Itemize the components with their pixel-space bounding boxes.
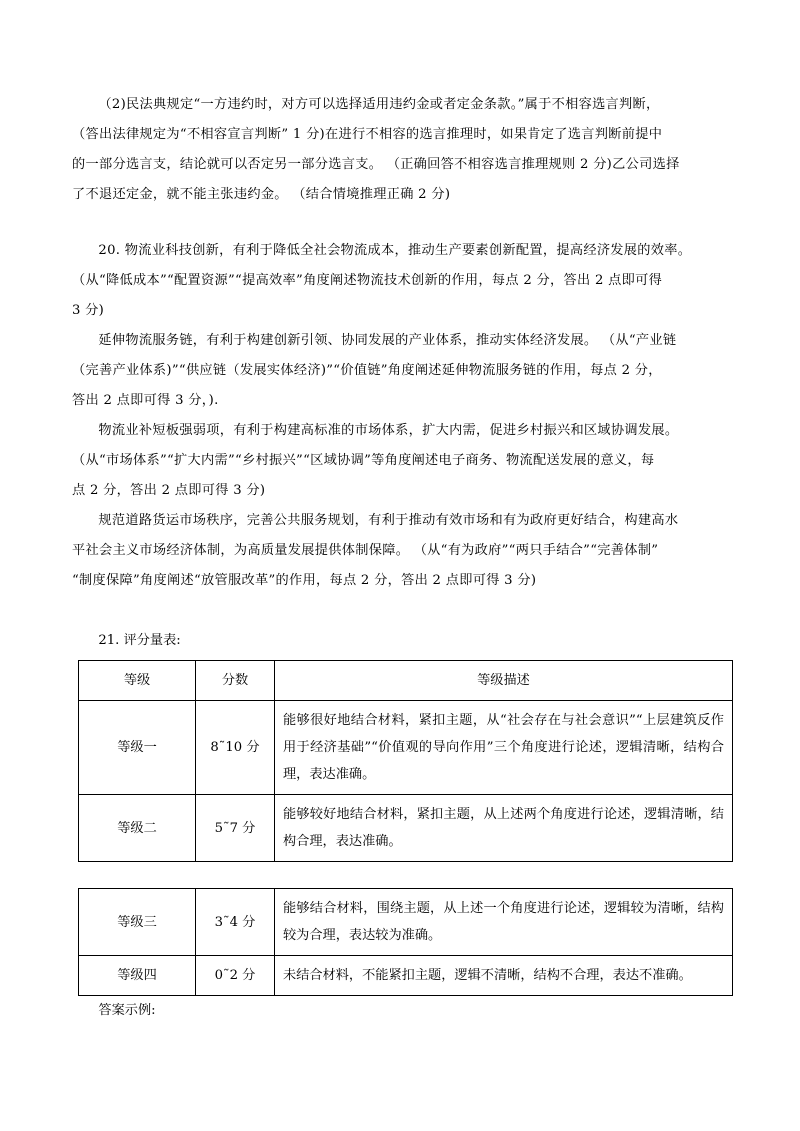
rubric-title: 21. 评分量表: <box>98 633 181 648</box>
cell-score: 8˜10 分 <box>196 701 275 795</box>
table-separator <box>72 862 728 884</box>
cell-level: 等级三 <box>79 889 196 956</box>
column-header-description: 等级描述 <box>275 661 733 701</box>
answer-section-20 <box>72 236 728 596</box>
paragraph-line: 平社会主义市场经济体制，为高质量发展提供体制保障。 （从“有为政府”“两只手结合”“完善体制” <box>72 543 659 558</box>
paragraph-line: （从“降低成本”“配置资源”“提高效率”角度阐述物流技术创新的作用，每点 2 分，答出 2 点即可得 <box>72 273 663 288</box>
cell-level: 等级四 <box>79 956 196 996</box>
paragraph-line: 的一部分选言支，结论就可以否定另一部分选言支。 （正确回答不相容选言推理规则 2 分)乙公司选择 <box>72 157 680 172</box>
table-row <box>79 889 733 956</box>
table-row <box>79 956 733 996</box>
cell-description: 能够较好地结合材料，紧扣主题，从上述两个角度进行论述，逻辑清晰，结构合理，表达准确。 <box>275 795 733 862</box>
paragraph-line: 了不退还定金，就不能主张违约金。 （结合情境推理正确 2 分) <box>72 187 451 202</box>
paragraph-line: （2)民法典规定“一方违约时，对方可以选择适用违约金或者定金条款。”属于不相容选言判断， <box>98 97 660 112</box>
paragraph-line: 规范道路货运市场秩序，完善公共服务规划，有利于推动有效市场和有为政府更好结合，构建高水 <box>98 513 679 528</box>
answer-example-label: 答案示例: <box>98 1003 156 1018</box>
cell-score: 5˜7 分 <box>196 795 275 862</box>
paragraph-line: 3 分) <box>72 303 105 318</box>
cell-description: 能够很好地结合材料，紧扣主题，从“社会存在与社会意识”“上层建筑反作用于经济基础”“价值观的导向作用”三个角度进行论述，逻辑清晰，结构合理，表达准确。 <box>275 701 733 795</box>
paragraph-line: 答出 2 点即可得 3 分，). <box>72 393 219 408</box>
cell-level: 等级一 <box>79 701 196 795</box>
answer-section-21 <box>72 626 728 1026</box>
answer-section-19 <box>72 90 728 210</box>
paragraph-line: 延伸物流服务链，有利于构建创新引领、协同发展的产业体系，推动实体经济发展。 （从“产业链 <box>98 333 677 348</box>
table-row <box>79 701 733 795</box>
paragraph-line: 点 2 分，答出 2 点即可得 3 分) <box>72 483 266 498</box>
column-header-score: 分数 <box>196 661 275 701</box>
table-row <box>79 795 733 862</box>
cell-score: 3˜4 分 <box>196 889 275 956</box>
table-header-row <box>79 661 733 701</box>
rubric-table-lower <box>78 888 733 996</box>
paragraph-line: （从“市场体系”“扩大内需”“乡村振兴”“区域协调”等角度阐述电子商务、物流配送发展的意义，每 <box>72 453 655 468</box>
cell-score: 0˜2 分 <box>196 956 275 996</box>
paragraph-line: （答出法律规定为“不相容宣言判断” 1 分)在进行不相容的选言推理时，如果肯定了选言判断前提中 <box>72 127 663 142</box>
paragraph-line: 20. 物流业科技创新，有利于降低全社会物流成本，推动生产要素创新配置，提高经济发展的效率。 <box>98 243 692 258</box>
rubric-table-upper <box>78 660 733 862</box>
paragraph-line: （完善产业体系)”“供应链（发展实体经济)”“价值链”角度阐述延伸物流服务链的作用，每点 2 分， <box>72 363 662 378</box>
paragraph-line: 物流业补短板强弱项，有利于构建高标准的市场体系，扩大内需，促进乡村振兴和区域协调发展。 <box>98 423 679 438</box>
cell-description: 未结合材料，不能紧扣主题，逻辑不清晰，结构不合理，表达不准确。 <box>275 956 733 996</box>
cell-description: 能够结合材料，围绕主题，从上述一个角度进行论述，逻辑较为清晰，结构较为合理，表达较为准确。 <box>275 889 733 956</box>
paragraph-line: “制度保障”角度阐述“放管服改革”的作用，每点 2 分，答出 2 点即可得 3 分) <box>72 573 537 588</box>
cell-level: 等级二 <box>79 795 196 862</box>
column-header-level: 等级 <box>79 661 196 701</box>
